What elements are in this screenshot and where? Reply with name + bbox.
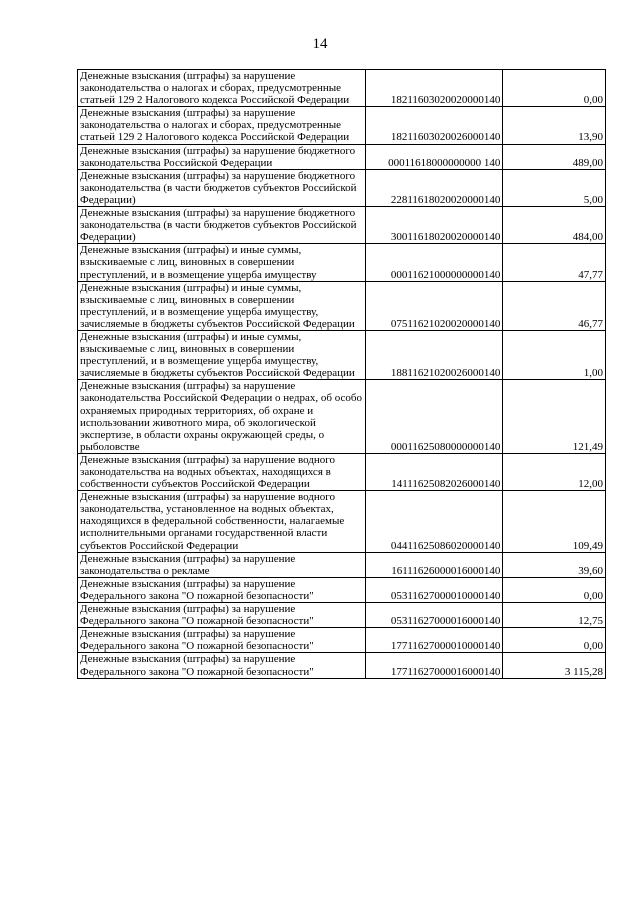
row-code: 17711627000010000140 bbox=[365, 628, 503, 653]
row-amount: 12,00 bbox=[503, 453, 606, 490]
row-description: Денежные взыскания (штрафы) за нарушение законодательства о налогах и сборах, предусмотренные статьей 129 2 Налогового кодекса Российской Федерации bbox=[78, 70, 366, 107]
row-amount: 3 115,28 bbox=[503, 653, 606, 678]
row-amount: 12,75 bbox=[503, 603, 606, 628]
row-description: Денежные взыскания (штрафы) за нарушение законодательства о рекламе bbox=[78, 552, 366, 577]
row-description: Денежные взыскания (штрафы) за нарушение бюджетного законодательства (в части бюджетов субъектов Российской Федерации) bbox=[78, 169, 366, 206]
table-row bbox=[78, 330, 606, 379]
row-code: 16111626000016000140 bbox=[365, 552, 503, 577]
row-amount: 0,00 bbox=[503, 70, 606, 107]
table-row bbox=[78, 653, 606, 678]
row-code: 18211603020026000140 bbox=[365, 107, 503, 144]
table-row bbox=[78, 491, 606, 552]
table-row bbox=[78, 207, 606, 244]
row-code: 05311627000010000140 bbox=[365, 577, 503, 602]
row-code: 07511621020020000140 bbox=[365, 281, 503, 330]
page-number: 14 bbox=[312, 36, 328, 52]
row-description: Денежные взыскания (штрафы) за нарушение бюджетного законодательства (в части бюджетов субъектов Российской Федерации) bbox=[78, 207, 366, 244]
row-amount: 13,90 bbox=[503, 107, 606, 144]
row-description: Денежные взыскания (штрафы) и иные суммы, взыскиваемые с лиц, виновных в совершении преступлений, и в возмещение ущерба имуществу, зачисляемые в бюджеты субъектов Российской Федерации bbox=[78, 281, 366, 330]
row-amount: 1,00 bbox=[503, 330, 606, 379]
row-amount: 109,49 bbox=[503, 491, 606, 552]
row-description: Денежные взыскания (штрафы) за нарушение Федерального закона "О пожарной безопасности" bbox=[78, 603, 366, 628]
row-amount: 5,00 bbox=[503, 169, 606, 206]
row-amount: 0,00 bbox=[503, 577, 606, 602]
row-description: Денежные взыскания (штрафы) за нарушение Федерального закона "О пожарной безопасности" bbox=[78, 653, 366, 678]
row-amount: 46,77 bbox=[503, 281, 606, 330]
table-row bbox=[78, 552, 606, 577]
row-description: Денежные взыскания (штрафы) и иные суммы, взыскиваемые с лиц, виновных в совершении преступлений, и в возмещение ущерба имуществу bbox=[78, 244, 366, 281]
revenue-table bbox=[77, 69, 606, 679]
table-row bbox=[78, 70, 606, 107]
row-amount: 0,00 bbox=[503, 628, 606, 653]
row-description: Денежные взыскания (штрафы) и иные суммы, взыскиваемые с лиц, виновных в совершении преступлений, и в возмещение ущерба имуществу, зачисляемые в бюджеты субъектов Российской Федерации bbox=[78, 330, 366, 379]
row-amount: 39,60 bbox=[503, 552, 606, 577]
row-code: 18811621020026000140 bbox=[365, 330, 503, 379]
row-code: 00011618000000000 140 bbox=[365, 144, 503, 169]
row-description: Денежные взыскания (штрафы) за нарушение законодательства о налогах и сборах, предусмотренные статьей 129 2 Налогового кодекса Российской Федерации bbox=[78, 107, 366, 144]
table-row bbox=[78, 107, 606, 144]
row-description: Денежные взыскания (штрафы) за нарушение Федерального закона "О пожарной безопасности" bbox=[78, 577, 366, 602]
table-body bbox=[78, 70, 606, 679]
row-description: Денежные взыскания (штрафы) за нарушение законодательства Российской Федерации о недрах, об особо охраняемых природных территориях, об охране и использовании животного мира, об экологической экспертизе, в области охраны окружающей среды, о рыболовстве bbox=[78, 380, 366, 454]
row-description: Денежные взыскания (штрафы) за нарушение Федерального закона "О пожарной безопасности" bbox=[78, 628, 366, 653]
row-code: 14111625082026000140 bbox=[365, 453, 503, 490]
row-code: 04411625086020000140 bbox=[365, 491, 503, 552]
row-code: 00011625080000000140 bbox=[365, 380, 503, 454]
row-amount: 121,49 bbox=[503, 380, 606, 454]
table-row bbox=[78, 281, 606, 330]
row-code: 17711627000016000140 bbox=[365, 653, 503, 678]
table-row bbox=[78, 169, 606, 206]
table-row bbox=[78, 453, 606, 490]
table-row bbox=[78, 603, 606, 628]
row-code: 18211603020020000140 bbox=[365, 70, 503, 107]
table-row bbox=[78, 380, 606, 454]
row-amount: 489,00 bbox=[503, 144, 606, 169]
row-description: Денежные взыскания (штрафы) за нарушение бюджетного законодательства Российской Федерации bbox=[78, 144, 366, 169]
table-row bbox=[78, 628, 606, 653]
table-row bbox=[78, 144, 606, 169]
row-code: 05311627000016000140 bbox=[365, 603, 503, 628]
row-amount: 484,00 bbox=[503, 207, 606, 244]
row-amount: 47,77 bbox=[503, 244, 606, 281]
table-row bbox=[78, 577, 606, 602]
table-row bbox=[78, 244, 606, 281]
row-code: 22811618020020000140 bbox=[365, 169, 503, 206]
row-code: 00011621000000000140 bbox=[365, 244, 503, 281]
row-code: 30011618020020000140 bbox=[365, 207, 503, 244]
row-description: Денежные взыскания (штрафы) за нарушение водного законодательства на водных объектах, находящихся в собственности субъектов Российской Федерации bbox=[78, 453, 366, 490]
row-description: Денежные взыскания (штрафы) за нарушение водного законодательства, установленное на водных объектах, находящихся в федеральной собственности, налагаемые исполнительными органами государственной власти субъектов Российской Федерации bbox=[78, 491, 366, 552]
